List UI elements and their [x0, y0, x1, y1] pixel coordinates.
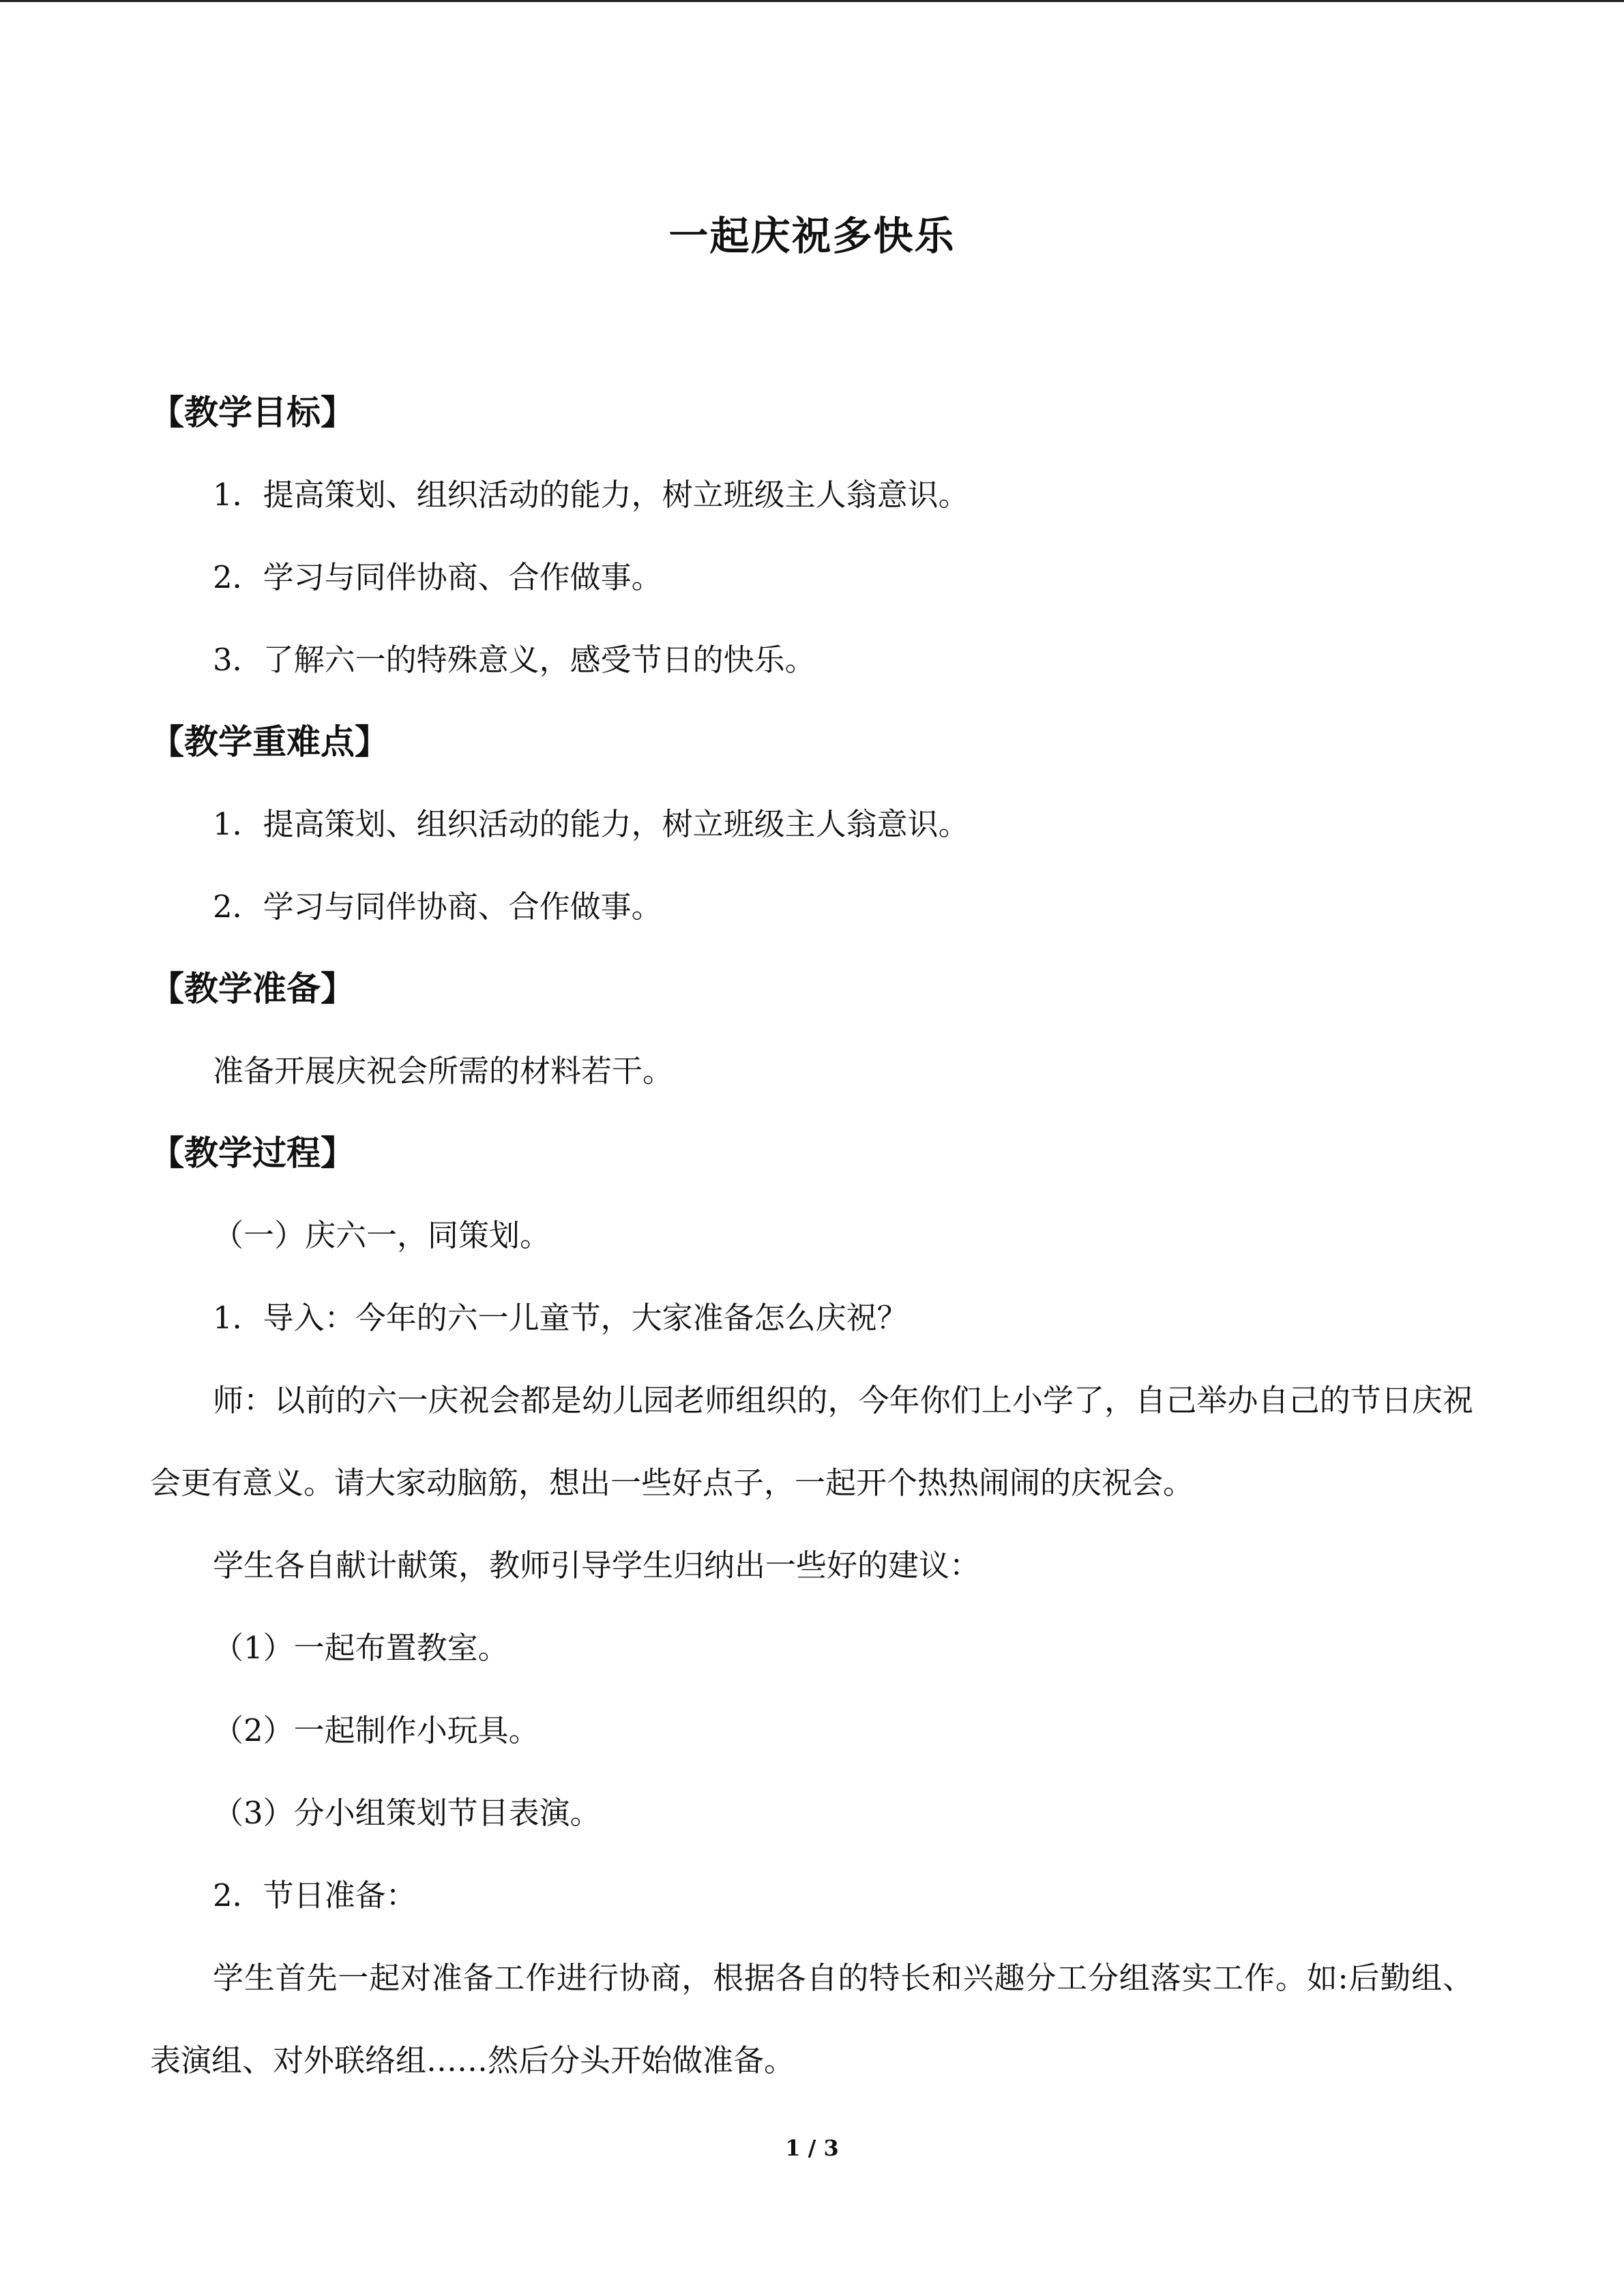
- section-heading-process: 【教学过程】: [150, 1133, 355, 1173]
- process-item: 学生各自献计献策，教师引导学生归纳出一些好的建议：: [213, 1547, 981, 1583]
- process-item: （1）一起布置教室。: [213, 1630, 509, 1666]
- goal-item: 3．了解六一的特殊意义，感受节日的快乐。: [213, 642, 816, 678]
- document-title: 一起庆祝多快乐: [668, 213, 956, 259]
- goal-item: 2．学习与同伴协商、合作做事。: [213, 559, 662, 595]
- preparation-item: 准备开展庆祝会所需的材料若干。: [213, 1053, 674, 1089]
- process-paragraph: 学生首先一起对准备工作进行协商，根据各自的特长和兴趣分工分组落实工作。如:后勤组、表演组、对外联络组……然后分头开始做准备。: [150, 1960, 1473, 2078]
- page-top-border: [0, 0, 1624, 2]
- process-item: 1．导入：今年的六一儿童节，大家准备怎么庆祝？: [213, 1300, 908, 1336]
- section-heading-preparation: 【教学准备】: [150, 969, 355, 1009]
- document-body: [150, 372, 1473, 2102]
- process-item: 2．节日准备：: [213, 1877, 417, 1913]
- section-heading-key-points: 【教学重难点】: [150, 722, 389, 762]
- section-heading-goals: 【教学目标】: [150, 393, 355, 432]
- process-paragraph: 师：以前的六一庆祝会都是幼儿园老师组织的，今年你们上小学了，自己举办自己的节日庆祝会更有意义。请大家动脑筋，想出一些好点子，一起开个热热闹闹的庆祝会。: [150, 1382, 1473, 1501]
- page-number: 1 / 3: [785, 2135, 839, 2161]
- key-point-item: 2．学习与同伴协商、合作做事。: [213, 889, 662, 925]
- process-item: （3）分小组策划节目表演。: [213, 1795, 601, 1831]
- key-point-item: 1．提高策划、组织活动的能力，树立班级主人翁意识。: [213, 806, 969, 842]
- process-item: （2）一起制作小玩具。: [213, 1712, 540, 1748]
- process-item: （一）庆六一，同策划。: [213, 1217, 551, 1253]
- goal-item: 1．提高策划、组织活动的能力，树立班级主人翁意识。: [213, 477, 969, 513]
